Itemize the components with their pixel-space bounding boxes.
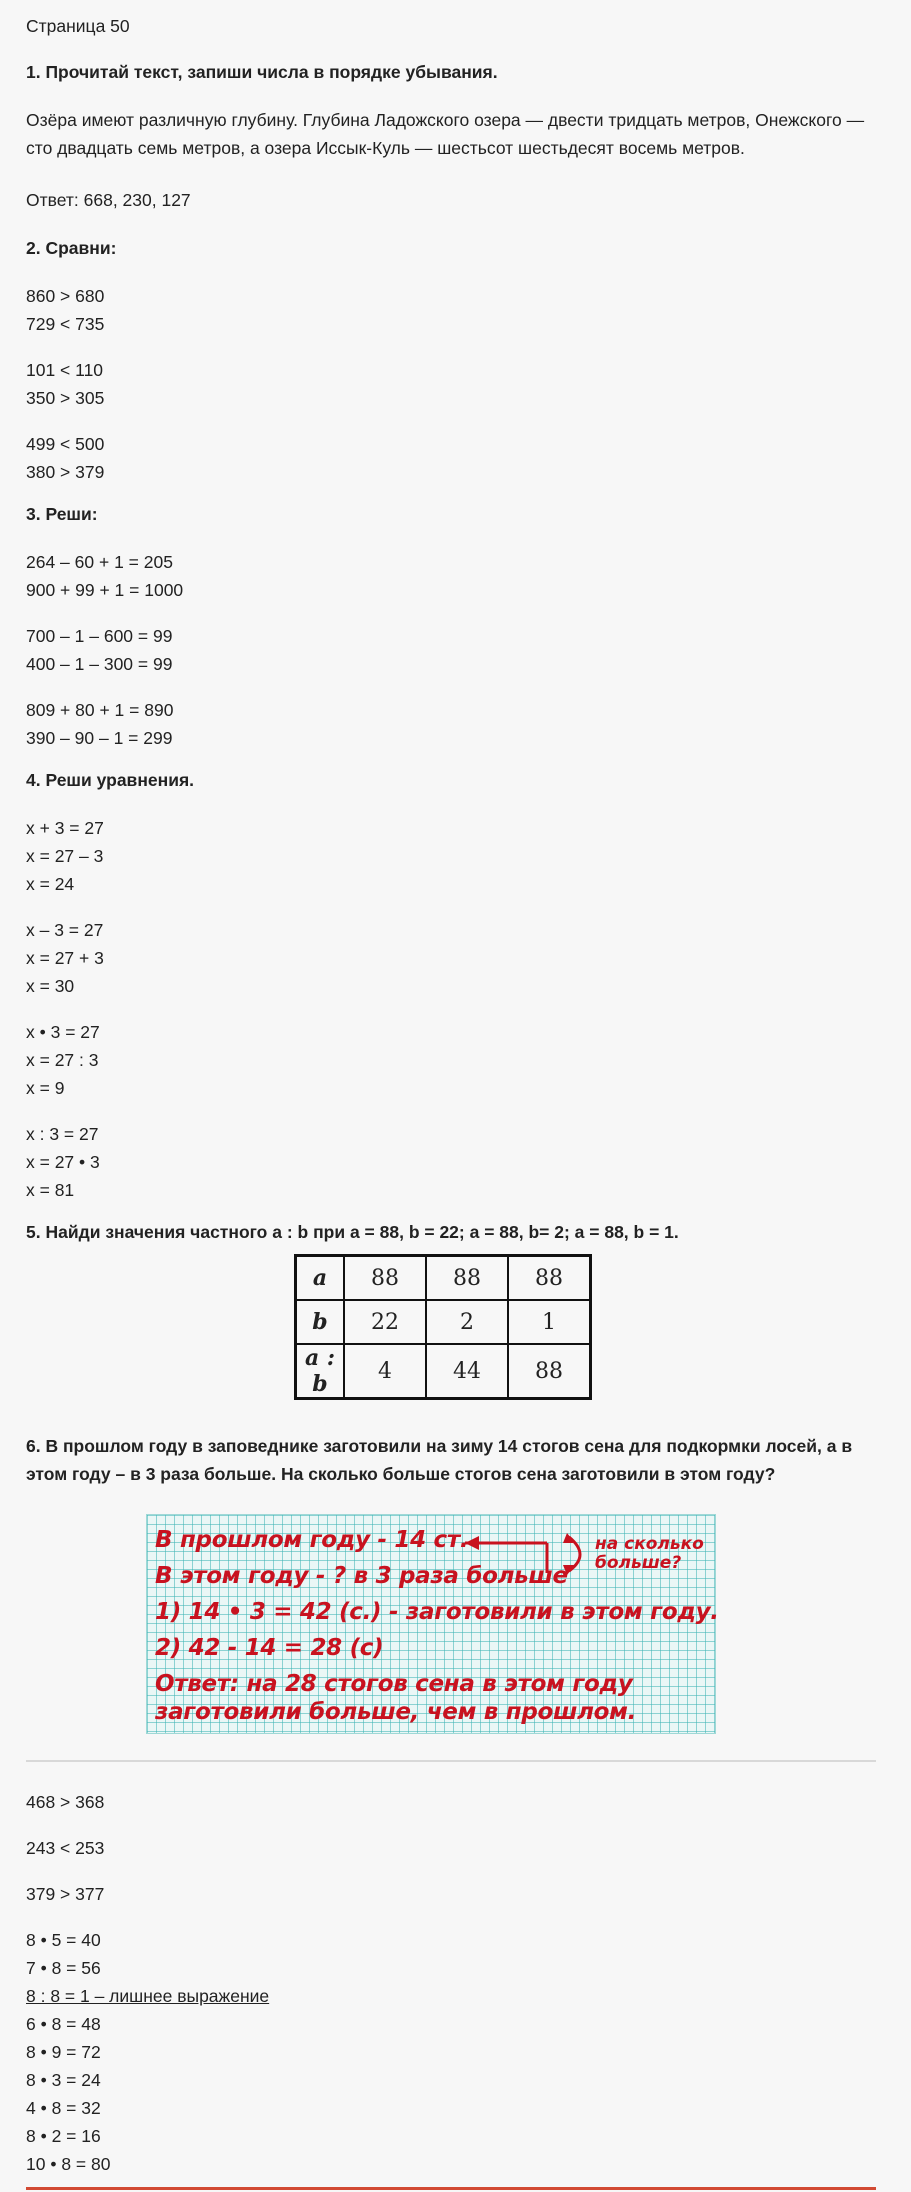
equation-group [26, 916, 886, 1000]
task6-heading [26, 1432, 886, 1488]
equation-line: x = 27 : 3 [26, 1050, 99, 1070]
task3-group [26, 696, 886, 752]
extra-comparison [26, 1788, 886, 1816]
task1-text: Озёра имеют различную глубину. Глубина Ладожского озера — двести тридцать метров, Онежского — сто двадцать семь метров, а озера Иссык-Куль — шестьсот шестьдесят восемь метров. [26, 110, 865, 158]
equation-line: x = 27 – 3 [26, 846, 104, 866]
comparison-line: 499 < 500 [26, 434, 105, 454]
solution-line-4: 2) 42 - 14 = 28 (с) [155, 1635, 384, 1661]
extra-comparison [26, 1834, 886, 1862]
extra-comparison [26, 1880, 886, 1908]
equation-line: x = 9 [26, 1078, 65, 1098]
task4-heading: 4. Реши уравнения. [26, 770, 195, 790]
solution-line-5: Ответ: на 28 стогов сена в этом году [155, 1671, 633, 1697]
equation-line: x = 24 [26, 874, 75, 894]
note-line-1: на сколько [595, 1534, 704, 1554]
equation-line: x = 27 • 3 [26, 1152, 100, 1172]
table-cell: 88 [426, 1256, 508, 1301]
table-cell: 44 [426, 1344, 508, 1399]
table-cell: 4 [344, 1344, 426, 1399]
equation-group [26, 814, 886, 898]
comparison-line: 350 > 305 [26, 388, 105, 408]
task2-heading: 2. Сравни: [26, 238, 117, 258]
equation-line: x : 3 = 27 [26, 1124, 99, 1144]
section-divider [26, 1760, 876, 1762]
task3-group [26, 548, 886, 604]
product-line: 8 • 3 = 24 [26, 2070, 101, 2090]
row-label: b [296, 1300, 345, 1344]
expression-line: 264 – 60 + 1 = 205 [26, 552, 173, 572]
expression-line: 809 + 80 + 1 = 890 [26, 700, 174, 720]
product-line: 4 • 8 = 32 [26, 2098, 101, 2118]
note-line-2: больше? [595, 1553, 682, 1573]
table-cell: 88 [508, 1344, 591, 1399]
expression-line: 400 – 1 – 300 = 99 [26, 654, 173, 674]
row-label: a : b [296, 1344, 345, 1399]
equation-group [26, 1018, 886, 1102]
task1-answer: Ответ: 668, 230, 127 [26, 190, 191, 210]
comparison-line: 729 < 735 [26, 314, 105, 334]
task2-group [26, 356, 886, 412]
table-row [296, 1256, 591, 1301]
equation-group [26, 1120, 886, 1204]
task2-group [26, 430, 886, 486]
task6-heading-line1: 6. В прошлом году в заповеднике заготовили на зиму 14 стогов сена для подкормки лосей, а в [26, 1436, 853, 1456]
table-row [296, 1344, 591, 1399]
equation-line: x = 81 [26, 1180, 75, 1200]
solution-note [595, 1535, 704, 1573]
product-line: 7 • 8 = 56 [26, 1958, 101, 1978]
task6-heading-line2: этом году – в 3 раза больше. На сколько больше стогов сена заготовили в этом году? [26, 1464, 776, 1484]
solution-line-6: заготовили больше, чем в прошлом. [155, 1699, 637, 1725]
expression-line: 390 – 90 – 1 = 299 [26, 728, 173, 748]
task2-group [26, 282, 886, 338]
comparison-line: 860 > 680 [26, 286, 105, 306]
table-cell: 88 [344, 1256, 426, 1301]
equation-line: x – 3 = 27 [26, 920, 104, 940]
solution-line-1: В прошлом году - 14 ст. [155, 1527, 469, 1553]
page-title: Страница 50 [26, 16, 130, 36]
comparison-line: 101 < 110 [26, 360, 104, 380]
comparison-line: 379 > 377 [26, 1884, 105, 1904]
comparison-line: 243 < 253 [26, 1838, 105, 1858]
equation-line: x = 30 [26, 976, 75, 996]
equation-line: x = 27 + 3 [26, 948, 104, 968]
equation-line: x + 3 = 27 [26, 818, 104, 838]
expression-line: 900 + 99 + 1 = 1000 [26, 580, 184, 600]
product-line: 10 • 8 = 80 [26, 2154, 111, 2174]
quotient-table [294, 1254, 592, 1400]
comparison-line: 468 > 368 [26, 1792, 105, 1812]
handwritten-solution-image [146, 1514, 719, 1734]
products-list [26, 1926, 886, 2178]
product-line: 6 • 8 = 48 [26, 2014, 101, 2034]
product-line: 8 • 2 = 16 [26, 2126, 101, 2146]
equation-line: x • 3 = 27 [26, 1022, 100, 1042]
product-line: 8 • 5 = 40 [26, 1930, 101, 1950]
table-row [296, 1300, 591, 1344]
task3-heading: 3. Реши: [26, 504, 98, 524]
task3-group [26, 622, 886, 678]
quotient-table-wrap [26, 1254, 886, 1400]
table-cell: 2 [426, 1300, 508, 1344]
product-line-extra: 8 : 8 = 1 – лишнее выражение [26, 1986, 270, 2006]
expression-line: 700 – 1 – 600 = 99 [26, 626, 173, 646]
solution-line-3: 1) 14 • 3 = 42 (с.) - заготовили в этом году. [155, 1599, 719, 1625]
task5-heading: 5. Найди значения частного a : b при a = 88, b = 22; a = 88, b= 2; a = 88, b = 1. [26, 1222, 679, 1242]
row-label: a [296, 1256, 345, 1301]
solution-line-2: В этом году - ? в 3 раза больше [155, 1563, 568, 1589]
comparison-line: 380 > 379 [26, 462, 105, 482]
table-cell: 1 [508, 1300, 591, 1344]
bottom-accent-bar [26, 2187, 876, 2190]
table-cell: 88 [508, 1256, 591, 1301]
task1-heading: 1. Прочитай текст, запиши числа в порядке убывания. [26, 62, 498, 82]
table-cell: 22 [344, 1300, 426, 1344]
product-line: 8 • 9 = 72 [26, 2042, 101, 2062]
solution-image-wrap [26, 1514, 886, 1734]
